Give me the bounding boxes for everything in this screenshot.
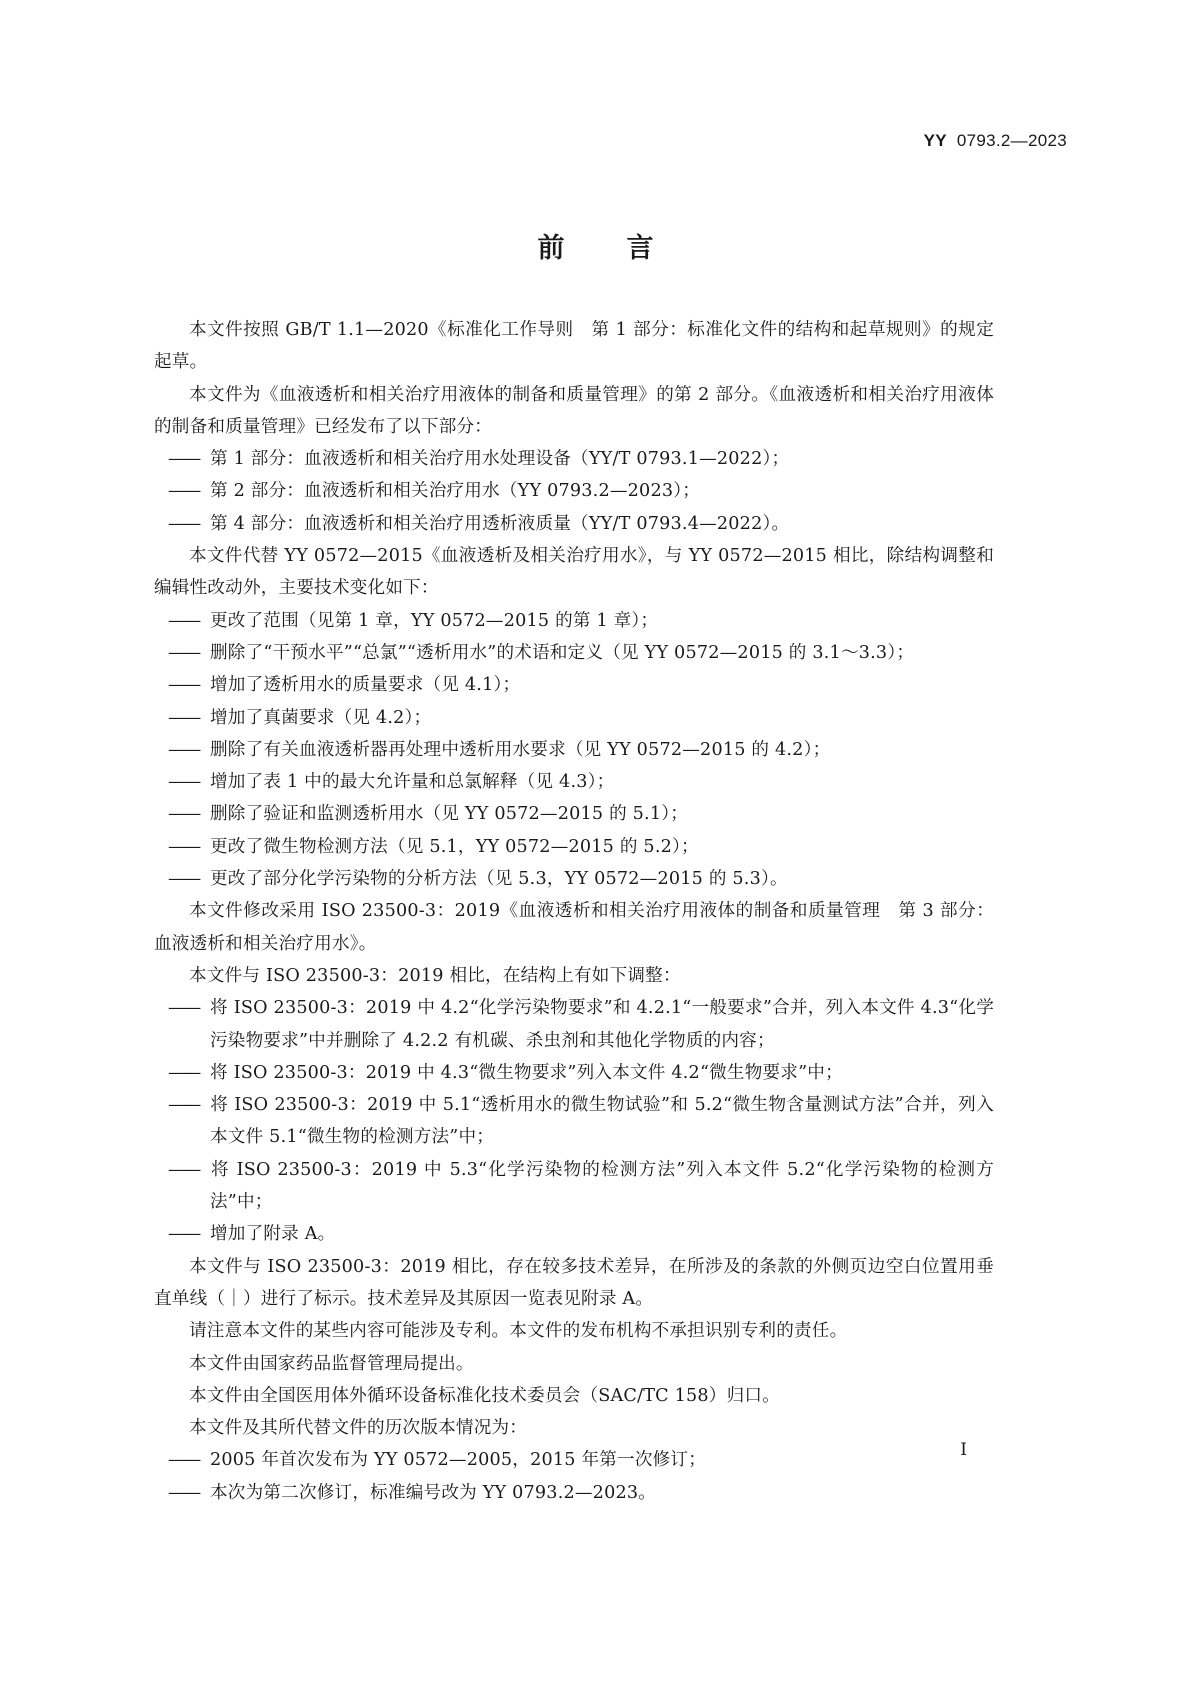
list-item-text: 第 2 部分：血液透析和相关治疗用水（YY 0793.2—2023）； [210,481,701,502]
list-item-text: 2005 年首次发布为 YY 0572—2005，2015 年第一次修订； [210,1450,707,1471]
list-item-text: 增加了真菌要求（见 4.2）； [210,707,432,728]
list-item [168,508,994,540]
paragraph: 本文件由全国医用体外循环设备标准化技术委员会（SAC/TC 158）归口。 [189,1385,780,1406]
dash-marker: —— [168,610,200,631]
list-item-text: 本次为第二次修订，标准编号改为 YY 0793.2—2023。 [210,1482,657,1503]
list-item-text: 将 ISO 23500-3：2019 中 5.1“透析用水的微生物试验”和 5.2“微生物含量测试方法”合并，列入本文件 5.1“微生物的检测方法”中； [210,1095,994,1148]
list-item-text: 将 ISO 23500-3：2019 中 4.3“微生物要求”列入本文件 4.2“微生物要求”中； [210,1062,843,1083]
list-item-text: 增加了表 1 中的最大允许量和总氯解释（见 4.3）； [210,772,615,793]
list-item [168,1089,994,1154]
dash-marker: —— [168,1450,200,1471]
list-item [168,992,994,1057]
standard-number: 0793.2—2023 [956,131,1067,150]
list-item [168,702,994,734]
list-item [168,863,994,895]
list-item-text: 删除了验证和监测透析用水（见 YY 0572—2015 的 5.1）； [210,804,689,825]
list-item [168,475,994,507]
dash-marker: —— [168,1062,200,1083]
dash-marker: —— [168,1159,200,1180]
dash-marker: —— [168,707,200,728]
paragraph: 本文件由国家药品监督管理局提出。 [189,1353,474,1374]
paragraph: 请注意本文件的某些内容可能涉及专利。本文件的发布机构不承担识别专利的责任。 [189,1321,848,1342]
list-item [168,669,994,701]
list-item-text: 第 4 部分：血液透析和相关治疗用透析液质量（YY/T 0793.4—2022）。 [210,513,790,534]
dash-marker: —— [168,869,200,890]
paragraph: 本文件与 ISO 23500-3：2019 相比，存在较多技术差异，在所涉及的条款的外侧页边空白位置用垂直单线（｜）进行了标示。技术差异及其原因一览表见附录 A。 [154,1256,994,1309]
paragraph: 本文件修改采用 ISO 23500-3：2019《血液透析和相关治疗用液体的制备和质量管理 第 3 部分：血液透析和相关治疗用水》。 [154,901,994,954]
dash-marker: —— [168,449,200,470]
list-item [168,605,994,637]
list-item [168,1057,994,1089]
paragraph: 本文件按照 GB/T 1.1—2020《标准化工作导则 第 1 部分：标准化文件的结构和起草规则》的规定起草。 [154,320,994,373]
standard-prefix: YY [923,131,947,150]
list-item-text: 删除了“干预水平”“总氯”“透析用水”的术语和定义（见 YY 0572—2015 的 3.1～3.3）； [210,642,915,663]
dash-marker: —— [168,1482,200,1503]
dash-marker: —— [168,675,200,696]
dash-marker: —— [168,642,200,663]
dash-marker: —— [168,739,200,760]
list-item-text: 更改了范围（见第 1 章，YY 0572—2015 的第 1 章）； [210,610,659,631]
list-item [168,1444,994,1476]
list-item [168,1477,994,1509]
dash-marker: —— [168,836,200,857]
list-item [168,766,994,798]
list-item-text: 更改了微生物检测方法（见 5.1，YY 0572—2015 的 5.2）； [210,836,699,857]
list-item [168,1218,994,1250]
paragraph: 本文件与 ISO 23500-3：2019 相比，在结构上有如下调整： [189,965,681,986]
dash-marker: —— [168,481,200,502]
standard-code-header [924,131,1067,151]
dash-marker: —— [168,998,200,1019]
page-number: Ⅰ [960,1440,967,1460]
list-item [168,734,994,766]
list-item [168,637,994,669]
list-item-text: 将 ISO 23500-3：2019 中 5.3“化学污染物的检测方法”列入本文件 5.2“化学污染物的检测方法”中； [210,1159,994,1213]
dash-marker: —— [168,1095,200,1116]
dash-marker: —— [168,772,200,793]
foreword-body [154,314,994,1509]
page-title: 前言 [537,233,716,264]
list-item [168,831,994,863]
list-item-text: 删除了有关血液透析器再处理中透析用水要求（见 YY 0572—2015 的 4.2）； [210,739,831,760]
paragraph: 本文件为《血液透析和相关治疗用液体的制备和质量管理》的第 2 部分。《血液透析和相关治疗用液体的制备和质量管理》已经发布了以下部分： [154,384,994,437]
dash-marker: —— [168,1224,200,1245]
list-item-text: 增加了透析用水的质量要求（见 4.1）； [210,675,521,696]
list-item [168,1154,994,1219]
list-item-text: 第 1 部分：血液透析和相关治疗用水处理设备（YY/T 0793.1—2022）； [210,449,790,470]
list-item-text: 增加了附录 A。 [210,1224,336,1245]
paragraph: 本文件代替 YY 0572—2015《血液透析及相关治疗用水》，与 YY 0572—2015 相比，除结构调整和编辑性改动外，主要技术变化如下： [154,546,994,599]
paragraph: 本文件及其所代替文件的历次版本情况为： [189,1418,528,1439]
list-item [168,798,994,830]
list-item-text: 更改了部分化学污染物的分析方法（见 5.3，YY 0572—2015 的 5.3）。 [210,869,788,890]
list-item-text: 将 ISO 23500-3：2019 中 4.2“化学污染物要求”和 4.2.1“一般要求”合并，列入本文件 4.3“化学污染物要求”中并删除了 4.2.2 有机碳、杀虫剂和其他化学物质的内容； [210,998,994,1051]
dash-marker: —— [168,804,200,825]
dash-marker: —— [168,513,200,534]
list-item [168,443,994,475]
